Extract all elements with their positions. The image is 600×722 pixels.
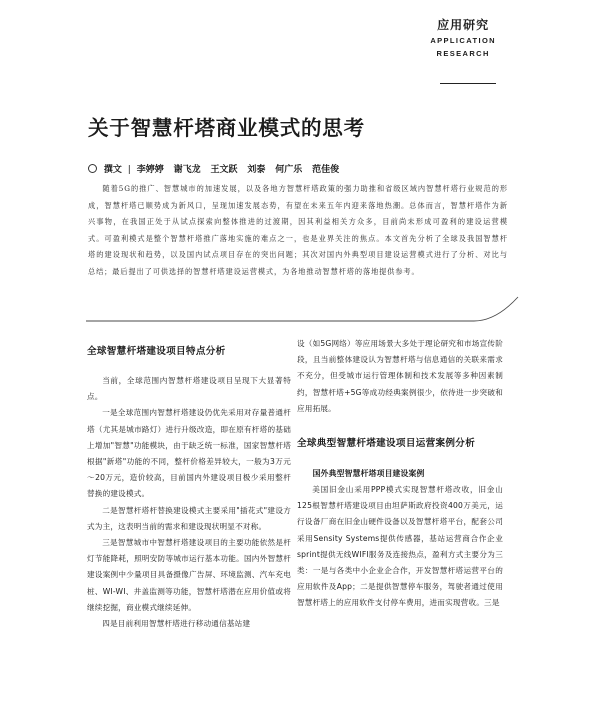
byline-bullet-icon — [88, 164, 97, 173]
right-column — [297, 336, 503, 612]
byline-separator: | — [127, 165, 131, 175]
paragraph: 四是目前利用智慧杆塔进行移动通信基站建 — [102, 619, 251, 629]
paragraph: 当前，全球范围内智慧杆塔建设项目呈现下大显著特点。 — [87, 376, 291, 402]
abstract: 随着5G的推广、智慧城市的加速发展，以及各地方智慧杆塔政策的强力助推和省级区域内智慧杆塔行业规范的形成，智慧杆塔已顺势成为新风口，呈现加速发展态势，有望在未来五年内迎来落地热潮。总体而言，智慧杆塔作为新兴事物，在我国正处于从试点探索向整体推进的过渡期，因其利益相关方众多，目前尚未形成可盈利的建设运营模式。可盈利模式是整个智慧杆塔推广落地实施的难点之一，也是业界关注的焦点。本文首先分析了全球及我国智慧杆塔的建设现状和趋势，以及国内试点项目存在的突出问题；其次对国内外典型项目建设运营模式进行了分析、对比与总结；最后提出了可供选择的智慧杆塔建设运营模式，为各地推动智慧杆塔的落地提供参考。 — [88, 184, 508, 276]
author-name: 谢飞龙 — [173, 165, 201, 175]
paragraph: 美国旧金山采用PPP模式实现智慧杆塔改收，旧金山125根智慧杆塔建设项目由坦萨斯政府投资400万美元，运行设备厂商在旧金山硬件设备以及智慧杆塔平台，配套公司采用Sensity Systems提供传感器，基站运营商合作企业sprint提供无线WIFI服务及连接热点，盈利方式主要分为三类：一是与各类中小企业企合作，开发智慧杆塔运营平台的应用软件及App；二是提供智慧停车服务，驾驶者通过使用智慧杆塔上的应用软件支付停车费用，进而实现营收。三是 — [297, 485, 503, 608]
author-name: 何广乐 — [275, 165, 303, 175]
paragraph: 三是智慧城市中智慧杆塔建设项目的主要功能依然是杆灯节能降耗，照明安防等城市运行基本功能。国内外智慧杆建设案例中少量项目具备摄像广告屏、环境监测、汽车充电桩、WI-WI、井盖监测等功能，智慧杆塔潜在应用价值或将继续挖掘，商业模式继续延伸。 — [87, 538, 291, 612]
subsection-heading: 国外典型智慧杆塔项目建设案例 — [312, 469, 425, 479]
byline-label: 撰文 — [103, 165, 122, 175]
article-title: 关于智慧杆塔商业模式的思考 — [88, 116, 365, 140]
paragraph: 一是全球范围内智慧杆塔建设仍优先采用对存量普通杆塔（尤其是城市路灯）进行升级改造，即在原有杆塔的基础上增加"智慧"功能模块，由于缺乏统一标准，国家智慧杆塔根据"新塔"功能的不同，整杆价格差异较大，一般为3万元～20万元，造价较高，目前国内外建设项目极少采用整杆替换的建设模式。 — [87, 408, 291, 499]
section-heading: 全球典型智慧杆塔建设项目运营案例分析 — [297, 438, 476, 450]
paragraph: 二是智慧杆塔杆替换建设模式主要采用"插花式"建设方式为主，这表明当前的需求和建设现状明显不对称。 — [87, 505, 291, 531]
section-heading: 全球智慧杆塔建设项目特点分析 — [87, 346, 226, 357]
section-title-cn: 应用研究 — [437, 18, 490, 32]
section-title-en-line1: APPLICATION — [430, 36, 496, 45]
author-name: 刘泰 — [247, 165, 266, 175]
author-name: 王文跃 — [210, 165, 238, 175]
section-title-en-line2: RESEARCH — [436, 49, 490, 58]
section-header — [430, 16, 496, 59]
abstract-divider — [86, 295, 522, 329]
byline — [88, 162, 346, 175]
paragraph: 设（如5G网络）等应用场景大多处于理论研究和市场宣传阶段，且当前整体建设认为智慧杆塔与信息通信的关联来需求不充分，但受城市运行管理体制和技术发展等多种因素制约，智慧杆塔+5G等成功经典案例很少，依待进一步突破和应用拓展。 — [297, 339, 503, 413]
author-name: 李婷婷 — [136, 165, 164, 175]
left-column — [87, 336, 291, 632]
author-name: 范佳俊 — [312, 165, 340, 175]
header-rule — [440, 83, 496, 84]
